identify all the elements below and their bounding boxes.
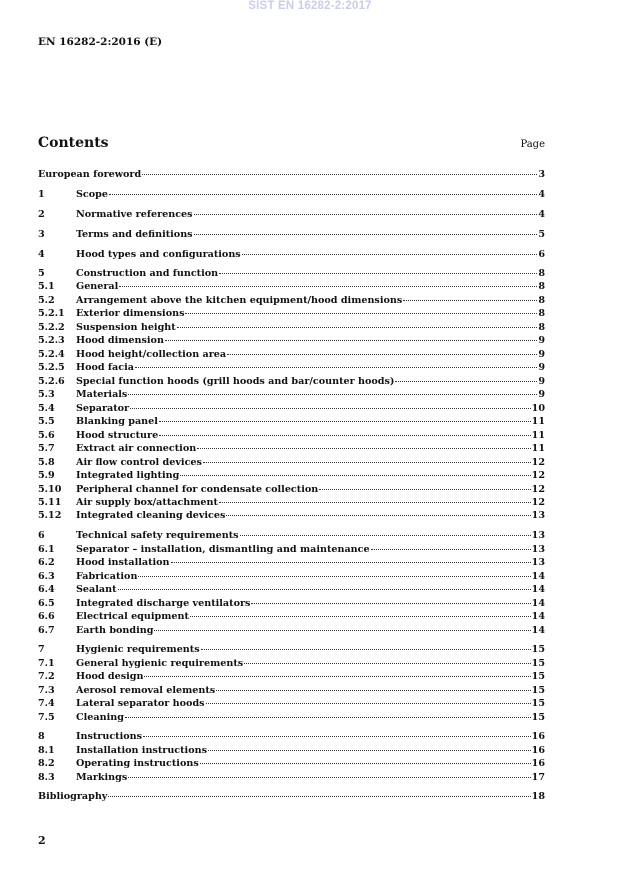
- dot-leader: [138, 576, 530, 577]
- toc-entry-page: 9: [538, 335, 545, 346]
- toc-entry-number: 7: [38, 644, 45, 655]
- toc-entry-title: General hygienic requirements: [76, 658, 244, 669]
- toc-entry-title: Markings: [76, 772, 128, 783]
- toc-entry-title: Hood structure: [76, 430, 159, 441]
- toc-entry-number: 5.2.6: [38, 376, 65, 387]
- toc-entry-title: Installation instructions: [76, 745, 207, 756]
- toc-entry-number: 5.1: [38, 281, 55, 292]
- toc-entry-title: Construction and function: [76, 268, 219, 279]
- toc-entry-page: 12: [531, 470, 545, 481]
- toc-entry-title: Hood installation: [76, 557, 170, 568]
- toc-entry[interactable]: [38, 456, 545, 469]
- dot-leader: [185, 313, 537, 314]
- toc-entry-page: 13: [531, 510, 545, 521]
- toc-entry-page: 6: [538, 249, 545, 260]
- toc-entry-page: 11: [531, 430, 545, 441]
- dot-leader: [251, 603, 530, 604]
- toc-entry[interactable]: [38, 744, 545, 757]
- toc-entry-page: 15: [531, 685, 545, 696]
- toc-entry[interactable]: [38, 670, 545, 683]
- dot-leader: [143, 736, 531, 737]
- toc-entry[interactable]: [38, 583, 545, 596]
- dot-leader: [108, 796, 530, 797]
- toc-entry-page: 9: [538, 376, 545, 387]
- toc-entry-title: Cleaning: [76, 712, 124, 723]
- toc-entry[interactable]: [38, 208, 545, 221]
- dot-leader: [197, 448, 530, 449]
- dot-leader: [125, 717, 531, 718]
- dot-leader: [142, 174, 537, 175]
- toc-entry[interactable]: [38, 624, 545, 637]
- dot-leader: [203, 462, 531, 463]
- toc-entry-page: 8: [538, 295, 545, 306]
- toc-entry[interactable]: [38, 643, 545, 656]
- dot-leader: [240, 535, 531, 536]
- toc-entry[interactable]: [38, 321, 545, 334]
- toc-entry[interactable]: [38, 757, 545, 770]
- toc-entry-number: 6.7: [38, 625, 55, 636]
- toc-entry[interactable]: [38, 415, 545, 428]
- dot-leader: [219, 273, 537, 274]
- dot-leader: [118, 589, 531, 590]
- toc-entry-number: 8.3: [38, 772, 55, 783]
- toc-entry-number: 5.4: [38, 403, 55, 414]
- toc-entry-page: 16: [531, 731, 545, 742]
- dot-leader: [219, 502, 531, 503]
- toc-entry-number: 6.5: [38, 598, 55, 609]
- toc-entry-title: Hood facia: [76, 362, 134, 373]
- toc-entry-number: 5.2.4: [38, 349, 65, 360]
- toc-entry-number: 5.12: [38, 510, 62, 521]
- toc-entry-title: Exterior dimensions: [76, 308, 185, 319]
- toc-entry-title: Integrated lighting: [76, 470, 180, 481]
- toc-entry-title: Air flow control devices: [76, 457, 202, 468]
- toc-entry-page: 11: [531, 443, 545, 454]
- toc-entry[interactable]: [38, 730, 545, 743]
- toc-entry-number: 1: [38, 189, 45, 200]
- toc-entry[interactable]: [38, 307, 545, 320]
- toc-entry-number: 8.2: [38, 758, 55, 769]
- dot-leader: [128, 394, 537, 395]
- page-number: 2: [38, 834, 46, 847]
- toc-entry[interactable]: [38, 168, 545, 181]
- dot-leader: [216, 690, 530, 691]
- dot-leader: [319, 489, 530, 490]
- toc-entry-page: 12: [531, 457, 545, 468]
- dot-leader: [208, 750, 531, 751]
- toc-entry-page: 9: [538, 362, 545, 373]
- dot-leader: [242, 254, 538, 255]
- dot-leader: [395, 381, 537, 382]
- toc-entry-title: Special function hoods (grill hoods and bar/counter hoods): [76, 376, 395, 387]
- toc-entry-page: 8: [538, 268, 545, 279]
- toc-entry-page: 15: [531, 671, 545, 682]
- toc-entry-title: Scope: [76, 189, 108, 200]
- dot-leader: [403, 300, 537, 301]
- toc-entry-page: 15: [531, 712, 545, 723]
- toc-entry-page: 4: [538, 209, 545, 220]
- toc-entry[interactable]: [38, 280, 545, 293]
- toc-entry-page: 15: [531, 658, 545, 669]
- toc-entry-page: 9: [538, 349, 545, 360]
- toc-entry-page: 14: [531, 571, 545, 582]
- toc-entry-title: Hood dimension: [76, 335, 164, 346]
- toc-entry-number: 6: [38, 530, 45, 541]
- toc-entry-number: 5.2.1: [38, 308, 65, 319]
- toc-entry[interactable]: [38, 657, 545, 670]
- toc-entry[interactable]: [38, 442, 545, 455]
- toc-entry-page: 14: [531, 584, 545, 595]
- dot-leader: [128, 777, 530, 778]
- toc-entry-title: Extract air connection: [76, 443, 197, 454]
- toc-entry-title: Separator: [76, 403, 130, 414]
- toc-entry-page: 8: [538, 281, 545, 292]
- dot-leader: [109, 194, 537, 195]
- toc-entry-page: 9: [538, 389, 545, 400]
- toc-entry-page: 18: [531, 791, 545, 802]
- dot-leader: [130, 408, 531, 409]
- toc-entry-title: General: [76, 281, 119, 292]
- toc-entry[interactable]: [38, 556, 545, 569]
- dot-leader: [190, 616, 531, 617]
- dot-leader: [180, 475, 530, 476]
- watermark: SIST EN 16282-2:2017: [248, 0, 372, 12]
- toc-entry-title: Integrated discharge ventilators: [76, 598, 251, 609]
- toc-entry-page: 8: [538, 322, 545, 333]
- toc-entry-number: 7.5: [38, 712, 55, 723]
- toc-entry-page: 13: [531, 530, 545, 541]
- toc-entry-number: 5.2: [38, 295, 55, 306]
- toc-entry[interactable]: [38, 509, 545, 522]
- toc-entry[interactable]: [38, 402, 545, 415]
- toc-entry-number: 5: [38, 268, 45, 279]
- dot-leader: [165, 340, 537, 341]
- toc-entry-number: 5.10: [38, 484, 62, 495]
- toc-entry-number: 5.11: [38, 497, 62, 508]
- toc-entry[interactable]: [38, 429, 545, 442]
- toc-entry[interactable]: [38, 496, 545, 509]
- toc-entry[interactable]: [38, 711, 545, 724]
- toc-entry-page: 14: [531, 598, 545, 609]
- toc-entry[interactable]: [38, 529, 545, 542]
- dot-leader: [226, 515, 530, 516]
- dot-leader: [201, 649, 531, 650]
- toc-entry-number: 5.6: [38, 430, 55, 441]
- toc-entry-page: 4: [538, 189, 545, 200]
- toc-entry[interactable]: [38, 361, 545, 374]
- toc-entry-title: Hood design: [76, 671, 144, 682]
- toc-entry-page: 16: [531, 758, 545, 769]
- toc-entry-title: Fabrication: [76, 571, 138, 582]
- toc-entry-number: 5.8: [38, 457, 55, 468]
- toc-entry-page: 13: [531, 557, 545, 568]
- dot-leader: [159, 435, 530, 436]
- toc-entry-number: 5.7: [38, 443, 55, 454]
- toc-entry[interactable]: [38, 570, 545, 583]
- toc-entry-page: 16: [531, 745, 545, 756]
- toc-entry-title: Materials: [76, 389, 128, 400]
- toc-entry-page: 5: [538, 229, 545, 240]
- toc-entry-number: 5.9: [38, 470, 55, 481]
- toc-entry[interactable]: [38, 334, 545, 347]
- toc-entry-title: Technical safety requirements: [76, 530, 239, 541]
- dot-leader: [154, 630, 530, 631]
- toc-entry-title: Instructions: [76, 731, 143, 742]
- dot-leader: [159, 421, 531, 422]
- toc-entry[interactable]: [38, 294, 545, 307]
- dot-leader: [135, 367, 537, 368]
- toc-entry[interactable]: [38, 348, 545, 361]
- toc-entry-title: Blanking panel: [76, 416, 158, 427]
- toc-entry-title: Hygienic requirements: [76, 644, 200, 655]
- toc-entry-title: Electrical equipment: [76, 611, 189, 622]
- toc-entry-number: 7.4: [38, 698, 55, 709]
- toc-entry[interactable]: [38, 790, 545, 803]
- toc-entry-number: 8.1: [38, 745, 55, 756]
- toc-entry[interactable]: [38, 375, 545, 388]
- toc-entry-page: 3: [538, 169, 545, 180]
- toc-entry-title: Aerosol removal elements: [76, 685, 216, 696]
- toc-entry-number: 6.4: [38, 584, 55, 595]
- toc-entry[interactable]: [38, 267, 545, 280]
- toc-entry-title: Sealant: [76, 584, 117, 595]
- toc-entry-title: Integrated cleaning devices: [76, 510, 226, 521]
- toc-entry-number: 5.3: [38, 389, 55, 400]
- toc-entry-title: European foreword: [38, 169, 142, 180]
- toc-entry[interactable]: [38, 483, 545, 496]
- toc-entry-number: 5.5: [38, 416, 55, 427]
- toc-entry-number: 7.2: [38, 671, 55, 682]
- toc-entry-number: 6.6: [38, 611, 55, 622]
- toc-entry-number: 7.3: [38, 685, 55, 696]
- toc-entry-number: 8: [38, 731, 45, 742]
- toc-entry[interactable]: [38, 697, 545, 710]
- dot-leader: [227, 354, 537, 355]
- toc-entry-title: Hood types and configurations: [76, 249, 241, 260]
- toc-entry-title: Peripheral channel for condensate collection: [76, 484, 319, 495]
- dot-leader: [371, 549, 531, 550]
- toc-entry-page: 12: [531, 497, 545, 508]
- dot-leader: [244, 663, 530, 664]
- toc-entry-number: 6.1: [38, 544, 55, 555]
- toc-entry[interactable]: [38, 543, 545, 556]
- dot-leader: [171, 562, 531, 563]
- toc-entry[interactable]: [38, 388, 545, 401]
- toc-entry-number: 7.1: [38, 658, 55, 669]
- toc-entry[interactable]: [38, 610, 545, 623]
- toc-entry-page: 14: [531, 625, 545, 636]
- toc-entry-page: 11: [531, 416, 545, 427]
- toc-entry-number: 5.2.3: [38, 335, 65, 346]
- dot-leader: [119, 286, 537, 287]
- dot-leader: [206, 703, 531, 704]
- dot-leader: [177, 327, 538, 328]
- document-id: EN 16282-2:2016 (E): [38, 36, 163, 48]
- dot-leader: [200, 763, 531, 764]
- page-column-label: Page: [520, 139, 545, 150]
- toc-entry-page: 13: [531, 544, 545, 555]
- contents-heading: Contents: [38, 135, 109, 151]
- toc-entry-page: 15: [531, 644, 545, 655]
- toc-entry-number: 6.3: [38, 571, 55, 582]
- toc-entry[interactable]: [38, 188, 545, 201]
- toc-entry[interactable]: [38, 469, 545, 482]
- dot-leader: [194, 234, 538, 235]
- toc-entry-number: 5.2.5: [38, 362, 65, 373]
- toc-entry-title: Earth bonding: [76, 625, 154, 636]
- toc-entry[interactable]: [38, 228, 545, 241]
- toc-entry-title: Terms and definitions: [76, 229, 193, 240]
- toc-entry-page: 12: [531, 484, 545, 495]
- toc-entry-title: Normative references: [76, 209, 193, 220]
- toc-entry-title: Arrangement above the kitchen equipment/hood dimensions: [76, 295, 403, 306]
- toc-entry-title: Air supply box/attachment: [76, 497, 218, 508]
- toc-entry-number: 3: [38, 229, 45, 240]
- toc-entry-page: 10: [531, 403, 545, 414]
- toc-entry-title: Operating instructions: [76, 758, 199, 769]
- toc-entry[interactable]: [38, 248, 545, 261]
- toc-entry-title: Separator – installation, dismantling and maintenance: [76, 544, 370, 555]
- toc-entry-title: Bibliography: [38, 791, 108, 802]
- toc-entry[interactable]: [38, 597, 545, 610]
- toc-entry-page: 17: [531, 772, 545, 783]
- toc-entry-title: Hood height/collection area: [76, 349, 227, 360]
- toc-entry[interactable]: [38, 771, 545, 784]
- toc-entry-page: 8: [538, 308, 545, 319]
- toc-entry-number: 6.2: [38, 557, 55, 568]
- toc-entry-number: 4: [38, 249, 45, 260]
- toc-entry-page: 15: [531, 698, 545, 709]
- toc-entry[interactable]: [38, 684, 545, 697]
- toc-entry-number: 2: [38, 209, 45, 220]
- dot-leader: [194, 214, 538, 215]
- toc-entry-page: 14: [531, 611, 545, 622]
- dot-leader: [144, 676, 530, 677]
- toc-entry-title: Suspension height: [76, 322, 176, 333]
- toc-entry-number: 5.2.2: [38, 322, 65, 333]
- toc-entry-title: Lateral separator hoods: [76, 698, 205, 709]
